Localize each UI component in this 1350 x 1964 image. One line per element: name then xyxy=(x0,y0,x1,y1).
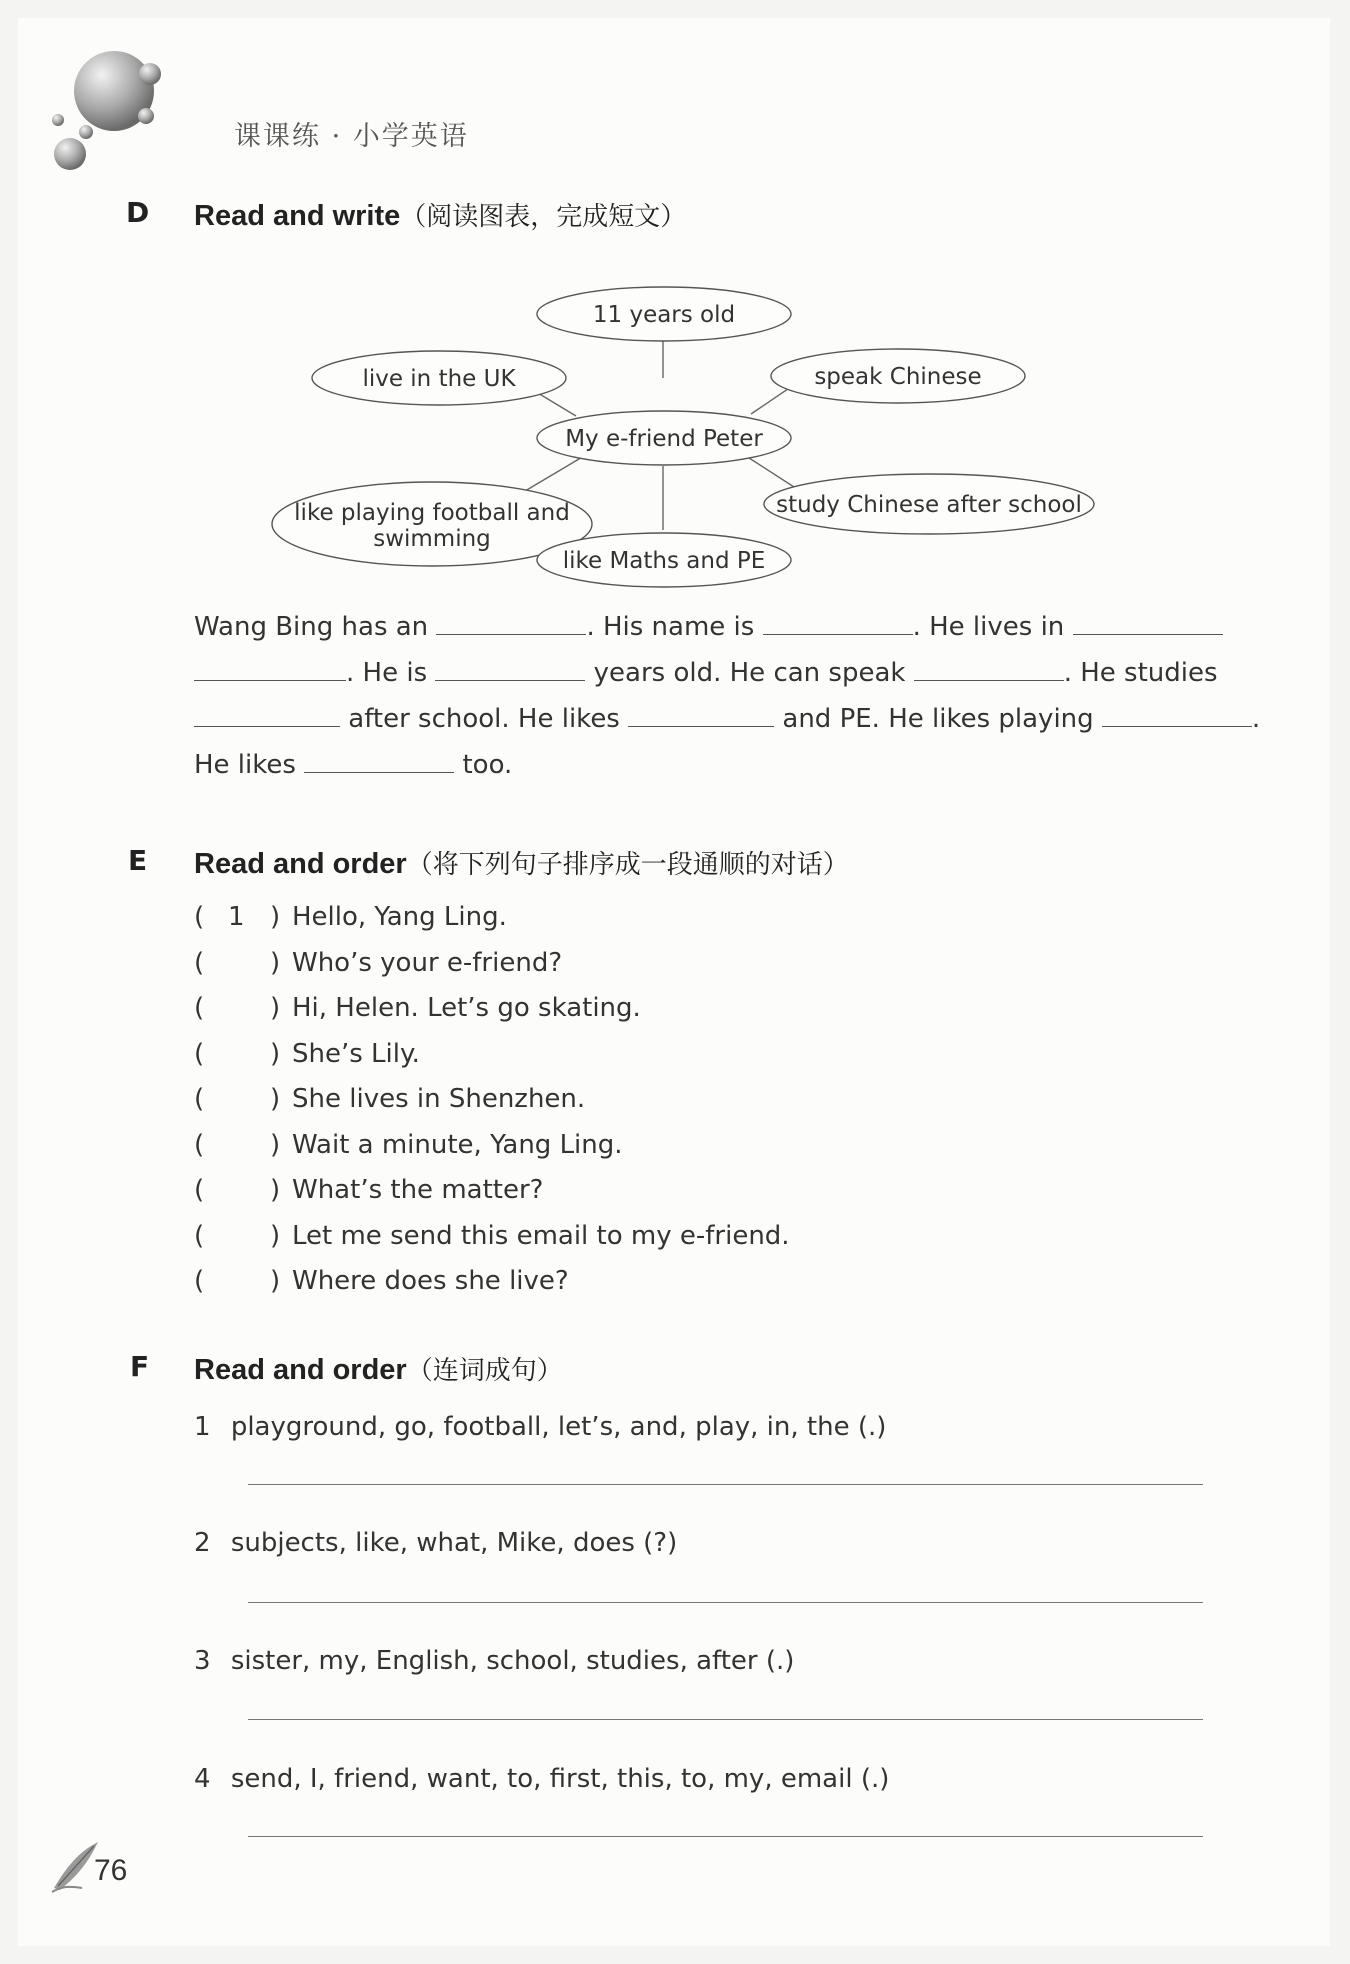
open-paren: ( xyxy=(194,1220,205,1251)
answer-blank[interactable] xyxy=(763,633,913,635)
bubbles-icon xyxy=(38,46,188,176)
open-paren: ( xyxy=(194,1084,205,1114)
open-paren: ( xyxy=(194,902,205,932)
close-paren: ) xyxy=(270,1129,281,1160)
open-paren: ( xyxy=(194,1175,205,1205)
workbook-page xyxy=(18,18,1330,1946)
answer-blank[interactable] xyxy=(1102,725,1252,727)
scrambled-words: playground, go, football, let’s, and, play, in, the (.) xyxy=(230,1412,887,1442)
close-paren: ) xyxy=(270,1084,281,1114)
sentence-item-3 xyxy=(194,1646,794,1676)
section-d-title-cn: （阅读图表，完成短文） xyxy=(400,202,687,232)
section-d-title-en: Read and write xyxy=(194,200,401,232)
section-f-title-en: Read and order xyxy=(194,1354,407,1386)
section-d-letter: D xyxy=(126,196,150,229)
node-country-label: live in the UK xyxy=(362,366,516,392)
section-f-title-cn: （连词成句） xyxy=(406,1356,563,1386)
close-paren: ) xyxy=(270,1175,281,1205)
open-paren: ( xyxy=(194,1038,205,1069)
answer-line-2[interactable] xyxy=(248,1602,1203,1603)
sentence-item-4 xyxy=(194,1764,889,1794)
close-paren: ) xyxy=(270,993,281,1023)
answer-blank[interactable] xyxy=(914,679,1064,681)
passage-line-3 xyxy=(194,704,1260,734)
dialogue-sentence: Hello, Yang Ling. xyxy=(292,902,507,932)
passage-text: . He lives in xyxy=(912,612,1065,642)
item-number: 2 xyxy=(194,1528,211,1558)
item-number: 3 xyxy=(194,1646,211,1676)
section-d-title xyxy=(194,196,686,233)
answer-blank[interactable] xyxy=(304,771,454,773)
section-e-title-en: Read and order xyxy=(194,848,407,880)
scrambled-words: send, I, friend, want, to, first, this, to, my, email (.) xyxy=(230,1764,890,1794)
node-center-label: My e-friend Peter xyxy=(565,426,763,452)
answer-blank[interactable] xyxy=(194,725,340,727)
dialogue-sentence: Let me send this email to my e-friend. xyxy=(292,1220,790,1251)
dialogue-sentence: Wait a minute, Yang Ling. xyxy=(292,1129,623,1160)
answer-line-3[interactable] xyxy=(248,1719,1203,1720)
passage-line-1 xyxy=(194,612,1223,642)
answer-blank[interactable] xyxy=(436,633,586,635)
close-paren: ) xyxy=(270,947,281,978)
scrambled-words: subjects, like, what, Mike, does (?) xyxy=(230,1528,678,1558)
passage-text: . He studies xyxy=(1063,658,1218,688)
answer-blank[interactable] xyxy=(435,679,585,681)
answer-line-4[interactable] xyxy=(248,1836,1203,1837)
scrambled-words: sister, my, English, school, studies, after (.) xyxy=(230,1646,795,1676)
close-paren: ) xyxy=(270,1220,281,1251)
node-hobbies-label-1: like playing football and xyxy=(294,500,570,526)
passage-text: too. xyxy=(462,750,513,780)
node-age-label: 11 years old xyxy=(592,302,736,328)
passage-text: after school. He likes xyxy=(348,704,620,734)
dialogue-sentence: Where does she live? xyxy=(292,1266,569,1296)
passage-line-4 xyxy=(194,750,512,780)
dialogue-sentence: Who’s your e-friend? xyxy=(292,947,563,978)
section-f-letter: F xyxy=(130,1350,150,1383)
item-number: 1 xyxy=(194,1412,211,1442)
close-paren: ) xyxy=(270,1266,281,1296)
dialogue-sentence: What’s the matter? xyxy=(292,1175,544,1205)
open-paren: ( xyxy=(194,1129,205,1160)
open-paren: ( xyxy=(194,993,205,1023)
answer-line-1[interactable] xyxy=(248,1484,1203,1485)
passage-text: years old. He can speak xyxy=(593,658,906,688)
close-paren: ) xyxy=(270,1038,281,1069)
answer-blank[interactable] xyxy=(194,679,346,681)
dialogue-sentence: She lives in Shenzhen. xyxy=(292,1084,586,1114)
open-paren: ( xyxy=(194,1266,205,1296)
sentence-item-1 xyxy=(194,1412,886,1442)
passage-text: . His name is xyxy=(586,612,755,642)
section-e-title xyxy=(194,844,849,881)
open-paren: ( xyxy=(194,947,205,978)
sentence-item-2 xyxy=(194,1528,677,1558)
mind-map-diagram xyxy=(198,268,1158,598)
header-title: 课课练 · 小学英语 xyxy=(234,121,469,152)
dialogue-sentence: Hi, Helen. Let’s go skating. xyxy=(292,993,641,1023)
passage-text: and PE. He likes playing xyxy=(782,704,1094,734)
item-number: 4 xyxy=(194,1764,211,1794)
node-language-label: speak Chinese xyxy=(814,364,982,390)
order-number-input[interactable]: 1 xyxy=(228,902,245,932)
answer-blank[interactable] xyxy=(628,725,774,727)
passage-text: Wang Bing has an xyxy=(194,612,429,642)
passage-text: He likes xyxy=(194,750,296,780)
node-subjects-label: like Maths and PE xyxy=(562,548,766,574)
passage-line-2 xyxy=(194,658,1218,688)
passage-text: . He is xyxy=(346,658,428,688)
answer-blank[interactable] xyxy=(1073,633,1223,635)
close-paren: ) xyxy=(270,902,281,932)
node-study-label: study Chinese after school xyxy=(776,492,1082,518)
section-e-title-cn: （将下列句子排序成一段通顺的对话） xyxy=(406,850,849,880)
dialogue-sentence: She’s Lily. xyxy=(292,1038,420,1069)
passage-text: . xyxy=(1251,704,1261,734)
page-number: 76 xyxy=(94,1854,128,1887)
section-e-letter: E xyxy=(128,844,148,877)
node-hobbies-label-2: swimming xyxy=(373,526,491,552)
section-f-title xyxy=(194,1350,563,1387)
